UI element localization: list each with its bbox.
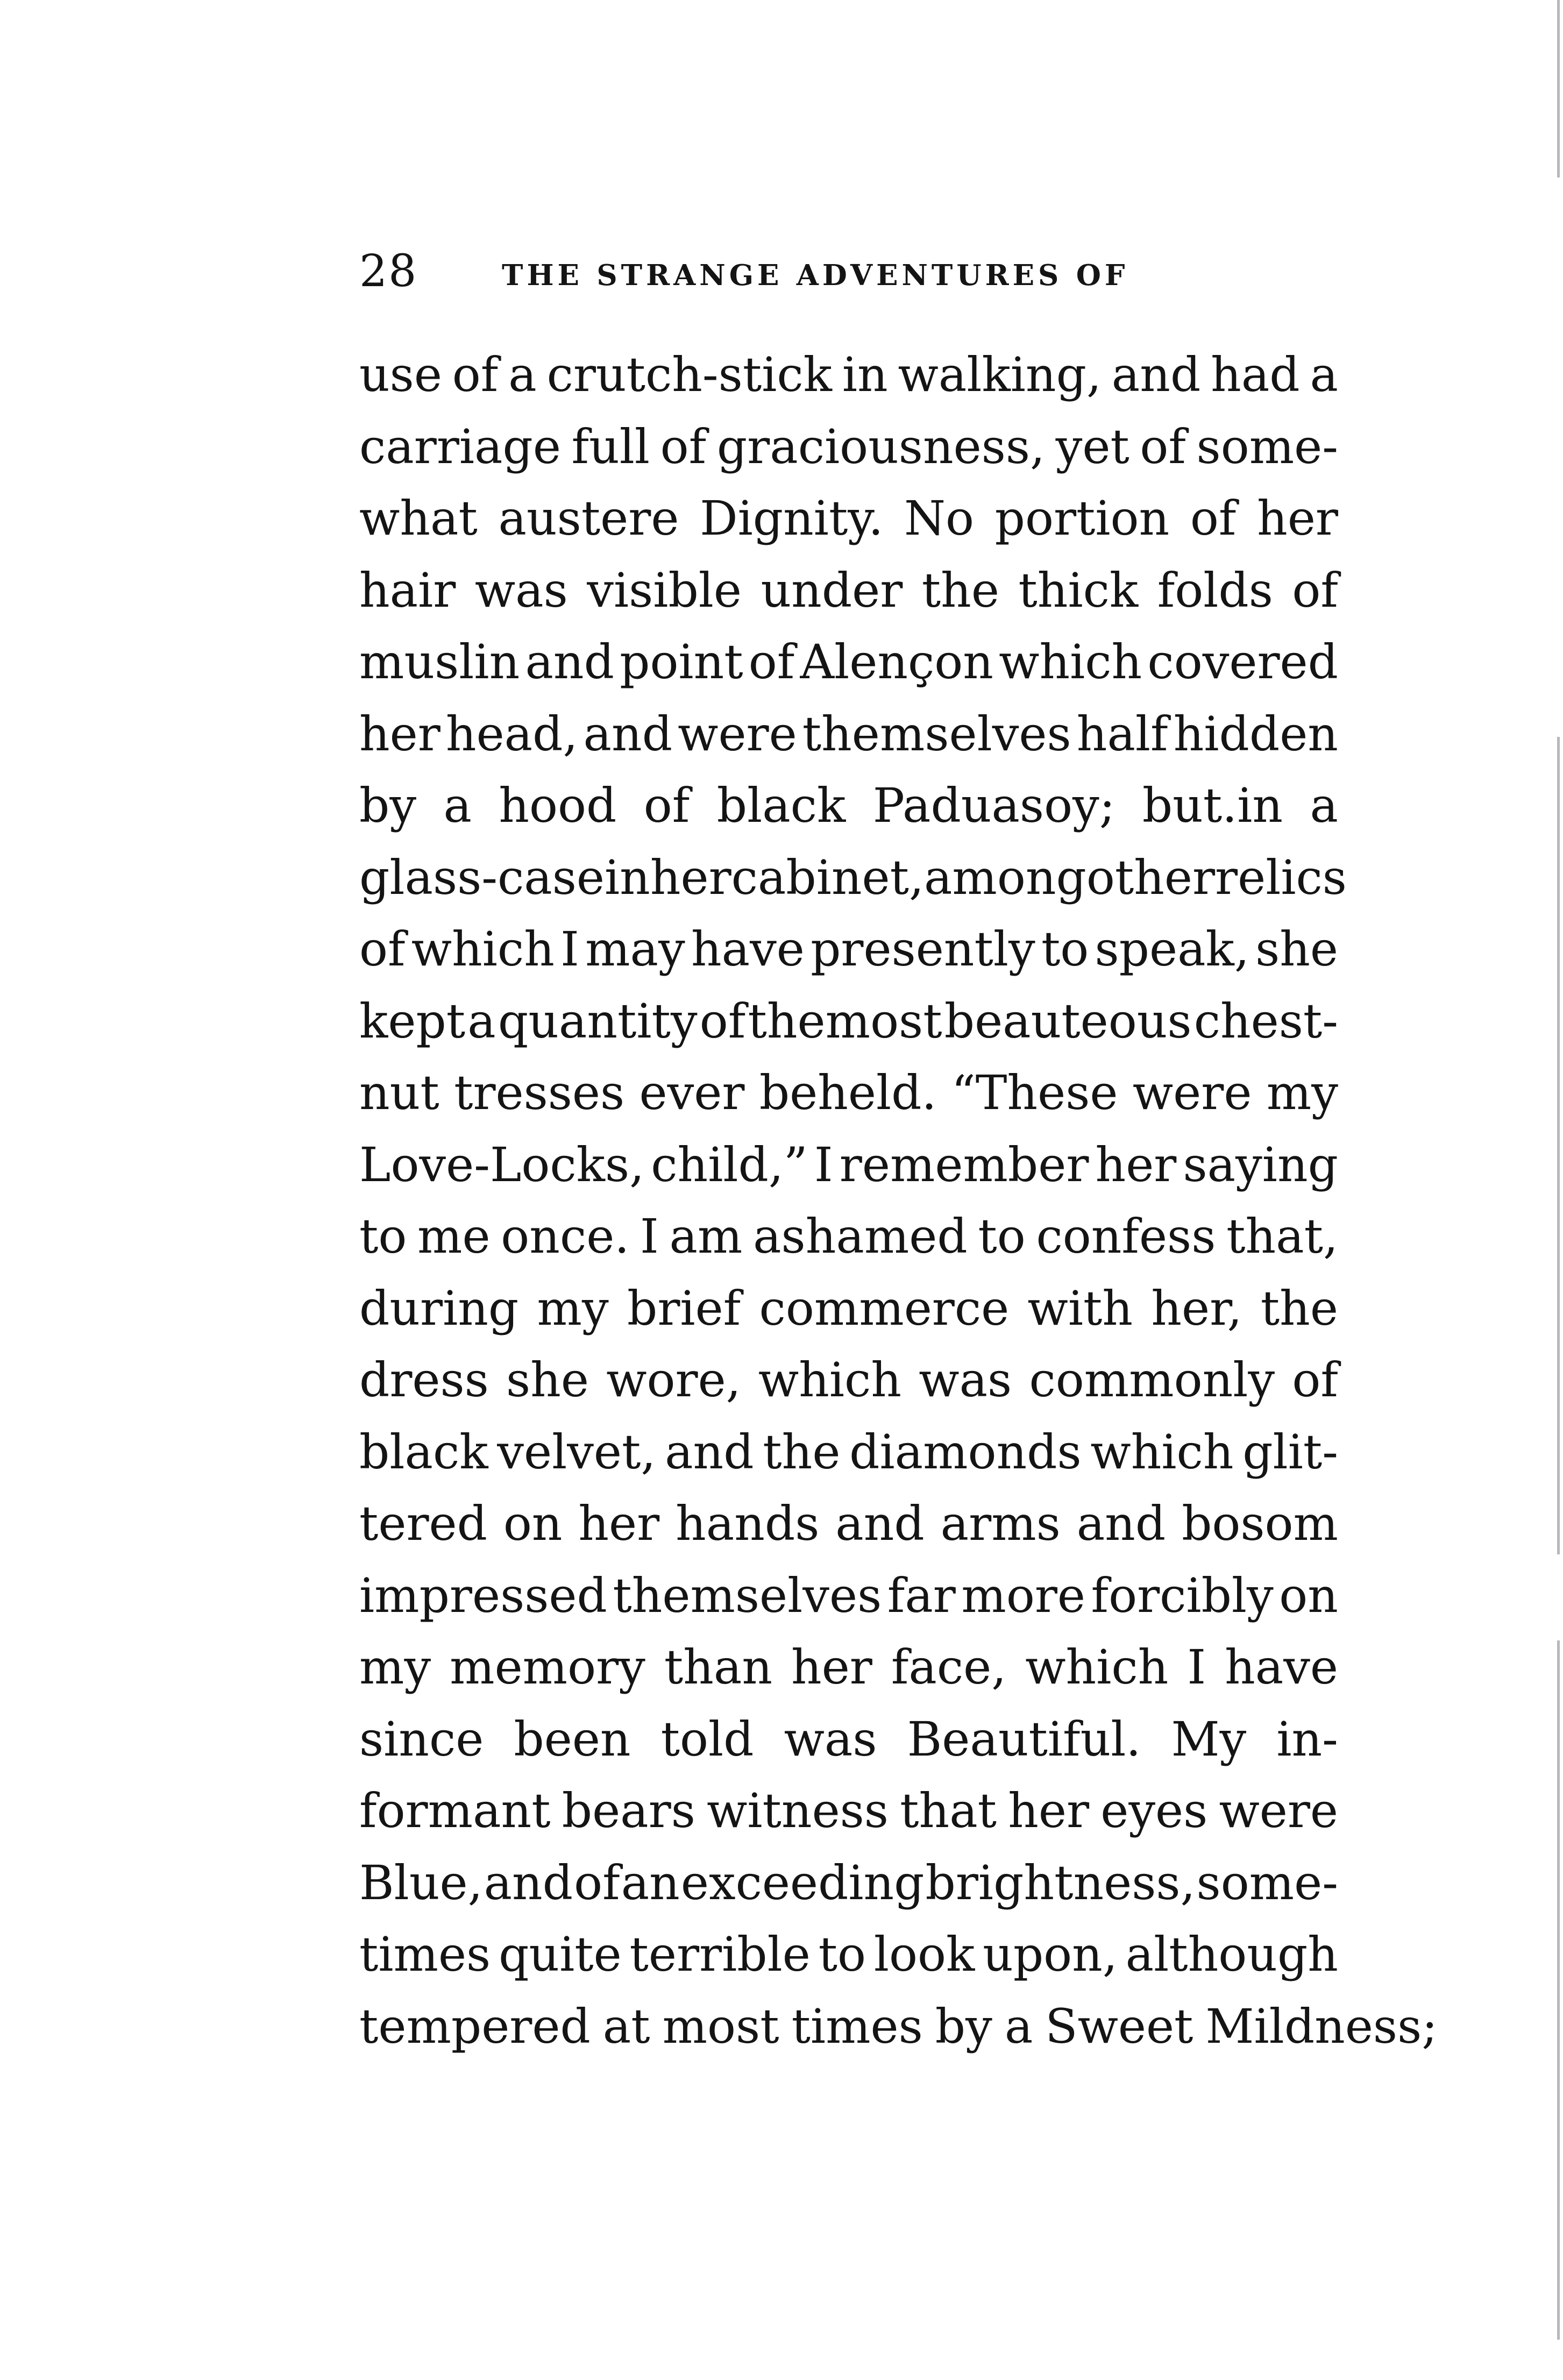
word: on — [503, 1496, 563, 1551]
word: of — [574, 1855, 620, 1910]
word: point — [620, 634, 743, 690]
text-line — [359, 1703, 1338, 1775]
word: beauteous — [944, 993, 1192, 1049]
word: brightness, — [925, 1855, 1196, 1910]
word: and — [835, 1496, 925, 1551]
word: of — [359, 921, 406, 977]
word: and — [1076, 1496, 1166, 1551]
word: that — [900, 1783, 997, 1838]
word: impressed — [359, 1567, 607, 1623]
word: themselves — [802, 706, 1071, 762]
text-line — [359, 842, 1347, 914]
word: of — [643, 778, 690, 833]
word: exceeding — [680, 1855, 925, 1910]
word: forcibly — [1091, 1567, 1274, 1623]
word: bosom — [1182, 1496, 1338, 1551]
word: the — [763, 1424, 841, 1480]
word: glit- — [1242, 1424, 1338, 1480]
word: black — [716, 778, 846, 833]
word: wore, — [606, 1352, 741, 1408]
word: in- — [1276, 1711, 1338, 1767]
word: I — [640, 1209, 659, 1264]
word: eyes — [1100, 1783, 1208, 1838]
word: a — [508, 347, 537, 402]
word: to — [978, 1209, 1026, 1264]
word: hidden — [1173, 706, 1338, 762]
text-line — [359, 1775, 1338, 1847]
word: by — [359, 778, 417, 833]
word: nut — [359, 1065, 439, 1120]
word: to — [818, 1927, 866, 1982]
word: were — [1132, 1065, 1252, 1120]
word: at — [602, 1998, 650, 2054]
word: told — [660, 1711, 754, 1767]
word: her — [650, 849, 731, 905]
word: velvet, — [497, 1424, 656, 1480]
word: in — [604, 849, 650, 905]
word: a — [467, 993, 496, 1049]
word: which — [999, 634, 1142, 690]
word: face, — [891, 1639, 1007, 1695]
text-line — [359, 1344, 1338, 1416]
word: which — [411, 921, 555, 977]
word: Sweet — [1045, 1998, 1193, 2054]
word: the — [921, 562, 999, 618]
word: confess — [1036, 1209, 1216, 1264]
word: am — [669, 1209, 743, 1264]
word: since — [359, 1711, 484, 1767]
word: bears — [562, 1783, 695, 1838]
word: covered — [1147, 634, 1338, 690]
word: saying — [1183, 1136, 1338, 1192]
word: may — [585, 921, 685, 977]
word: to — [1041, 921, 1089, 977]
word: on — [1279, 1567, 1338, 1623]
word: and — [484, 1855, 573, 1910]
word: which — [758, 1352, 901, 1408]
word: formant — [359, 1783, 551, 1838]
word: “These — [951, 1065, 1118, 1120]
text-line — [359, 555, 1338, 627]
word: carriage — [359, 418, 561, 474]
word: beheld. — [759, 1065, 937, 1120]
word: with — [1027, 1280, 1133, 1336]
word: upon, — [983, 1927, 1118, 1982]
word: of — [660, 418, 707, 474]
word: head, — [445, 706, 578, 762]
word: of — [1190, 491, 1237, 546]
word: my — [1266, 1065, 1338, 1120]
word: Love-Locks, — [359, 1136, 645, 1192]
word: she — [506, 1352, 589, 1408]
word: and — [1111, 347, 1201, 402]
word: quantity — [498, 993, 698, 1049]
word: and — [665, 1424, 754, 1480]
word: which — [1090, 1424, 1234, 1480]
word: of — [1292, 562, 1338, 618]
word: the — [1260, 1280, 1338, 1336]
word: have — [691, 921, 805, 977]
word: Mildness; — [1205, 1998, 1438, 2054]
page-header — [359, 245, 1338, 299]
word: tresses — [454, 1065, 625, 1120]
word: although — [1125, 1927, 1338, 1982]
word: ashamed — [753, 1209, 968, 1264]
running-head: THE STRANGE ADVENTURES OF — [502, 259, 1129, 292]
word: most — [662, 1998, 779, 2054]
text-line — [359, 482, 1338, 555]
word: her — [1008, 1783, 1090, 1838]
word: presently — [811, 921, 1035, 977]
word: chest- — [1193, 993, 1338, 1049]
word: tempered — [359, 1998, 591, 2054]
word: visible — [587, 562, 742, 618]
text-line — [359, 1057, 1338, 1129]
word: had — [1211, 347, 1300, 402]
word: were — [1219, 1783, 1338, 1838]
word: folds — [1157, 562, 1273, 618]
text-line — [359, 1416, 1338, 1488]
page-edge-line — [1557, 1640, 1560, 2340]
word: a — [1004, 1998, 1033, 2054]
word: hair — [359, 562, 456, 618]
word: I — [560, 921, 579, 977]
word: memory — [450, 1639, 645, 1695]
word: I — [1187, 1639, 1206, 1695]
word: half — [1076, 706, 1168, 762]
word: No — [904, 491, 974, 546]
word: far — [887, 1567, 956, 1623]
text-line — [359, 1129, 1338, 1201]
word: a — [443, 778, 472, 833]
word: witness — [707, 1783, 889, 1838]
word: Paduasoy; — [872, 778, 1116, 833]
word: remember — [839, 1136, 1089, 1192]
word: Beautiful. — [907, 1711, 1141, 1767]
text-line — [359, 411, 1338, 483]
text-line — [359, 339, 1338, 411]
text-line — [359, 985, 1338, 1057]
word: once. — [501, 1209, 630, 1264]
page-number: 28 — [359, 246, 418, 297]
word: themost — [748, 993, 942, 1049]
text-line — [359, 1560, 1338, 1632]
word: me — [417, 1209, 491, 1264]
word: Dignity. — [700, 491, 884, 546]
word: her — [359, 706, 441, 762]
word: ever — [639, 1065, 745, 1120]
body-text — [359, 339, 1438, 2062]
word: among — [923, 849, 1086, 905]
word: tered — [359, 1496, 487, 1551]
word: been — [514, 1711, 631, 1767]
word: themselves — [613, 1567, 882, 1623]
word: crutch-stick — [546, 347, 832, 402]
word: was — [919, 1352, 1012, 1408]
text-line — [359, 698, 1338, 770]
word: brief — [627, 1280, 741, 1336]
word: glass-case — [359, 849, 605, 905]
word: but.in — [1142, 778, 1283, 833]
text-line — [359, 1200, 1338, 1273]
text-line — [359, 1488, 1338, 1560]
word: look — [873, 1927, 975, 1982]
word: walking, — [898, 347, 1102, 402]
word: she — [1255, 921, 1338, 977]
word: quite — [499, 1927, 622, 1982]
word: her — [1257, 491, 1338, 546]
word: portion — [994, 491, 1170, 546]
word: of — [1292, 1352, 1338, 1408]
word: what — [359, 491, 478, 546]
word: of — [699, 993, 746, 1049]
text-line — [359, 1991, 1438, 2063]
word: Blue, — [359, 1855, 483, 1910]
word: times — [359, 1927, 491, 1982]
word: My — [1171, 1711, 1247, 1767]
text-line — [359, 1273, 1338, 1345]
word: Alençon — [800, 634, 993, 690]
word: her — [791, 1639, 872, 1695]
text-line — [359, 626, 1338, 698]
word: more — [961, 1567, 1085, 1623]
word: graciousness, — [716, 418, 1045, 474]
word: her — [578, 1496, 660, 1551]
word: commonly — [1029, 1352, 1275, 1408]
word: yet — [1055, 418, 1129, 474]
text-line — [359, 1631, 1338, 1703]
word: arms — [940, 1496, 1061, 1551]
word: during — [359, 1280, 519, 1336]
word: than — [664, 1639, 773, 1695]
word: child,” — [651, 1136, 808, 1192]
word: some- — [1196, 418, 1338, 474]
word: commerce — [759, 1280, 1010, 1336]
word: austere — [498, 491, 679, 546]
word: her, — [1151, 1280, 1242, 1336]
word: cabinet, — [731, 849, 924, 905]
word: a — [1310, 778, 1338, 833]
word: under — [761, 562, 903, 618]
word: was — [784, 1711, 877, 1767]
word: of — [1140, 418, 1186, 474]
word: hood — [499, 778, 617, 833]
word: a — [1310, 347, 1338, 402]
word: kept — [359, 993, 466, 1049]
word: I — [814, 1136, 833, 1192]
word: hands — [676, 1496, 820, 1551]
word: muslin — [359, 634, 520, 690]
word: by — [935, 1998, 992, 2054]
page-edge-line — [1557, 737, 1560, 1554]
word: that, — [1226, 1209, 1338, 1264]
text-line — [359, 770, 1338, 842]
word: which — [1025, 1639, 1169, 1695]
word: black — [359, 1424, 488, 1480]
text-line — [359, 1919, 1338, 1991]
word: use — [359, 347, 442, 402]
word: diamonds — [849, 1424, 1082, 1480]
word: of — [452, 347, 499, 402]
word: to — [359, 1209, 407, 1264]
word: speak, — [1095, 921, 1249, 977]
text-line — [359, 913, 1338, 985]
word: thick — [1018, 562, 1139, 618]
word: other — [1086, 849, 1216, 905]
word: full — [571, 418, 650, 474]
word: and — [525, 634, 614, 690]
word: my — [537, 1280, 609, 1336]
word: was — [474, 562, 568, 618]
page-edge-line — [1557, 0, 1560, 177]
word: her — [1095, 1136, 1177, 1192]
word: have — [1225, 1639, 1338, 1695]
word: an — [621, 1855, 680, 1910]
word: my — [359, 1639, 431, 1695]
word: times — [791, 1998, 923, 2054]
word: dress — [359, 1352, 489, 1408]
word: of — [748, 634, 795, 690]
text-line — [359, 1847, 1338, 1919]
word: in — [842, 347, 888, 402]
word: relics — [1215, 849, 1347, 905]
word: were — [678, 706, 797, 762]
word: and — [583, 706, 673, 762]
word: some- — [1196, 1855, 1338, 1910]
word: terrible — [629, 1927, 811, 1982]
